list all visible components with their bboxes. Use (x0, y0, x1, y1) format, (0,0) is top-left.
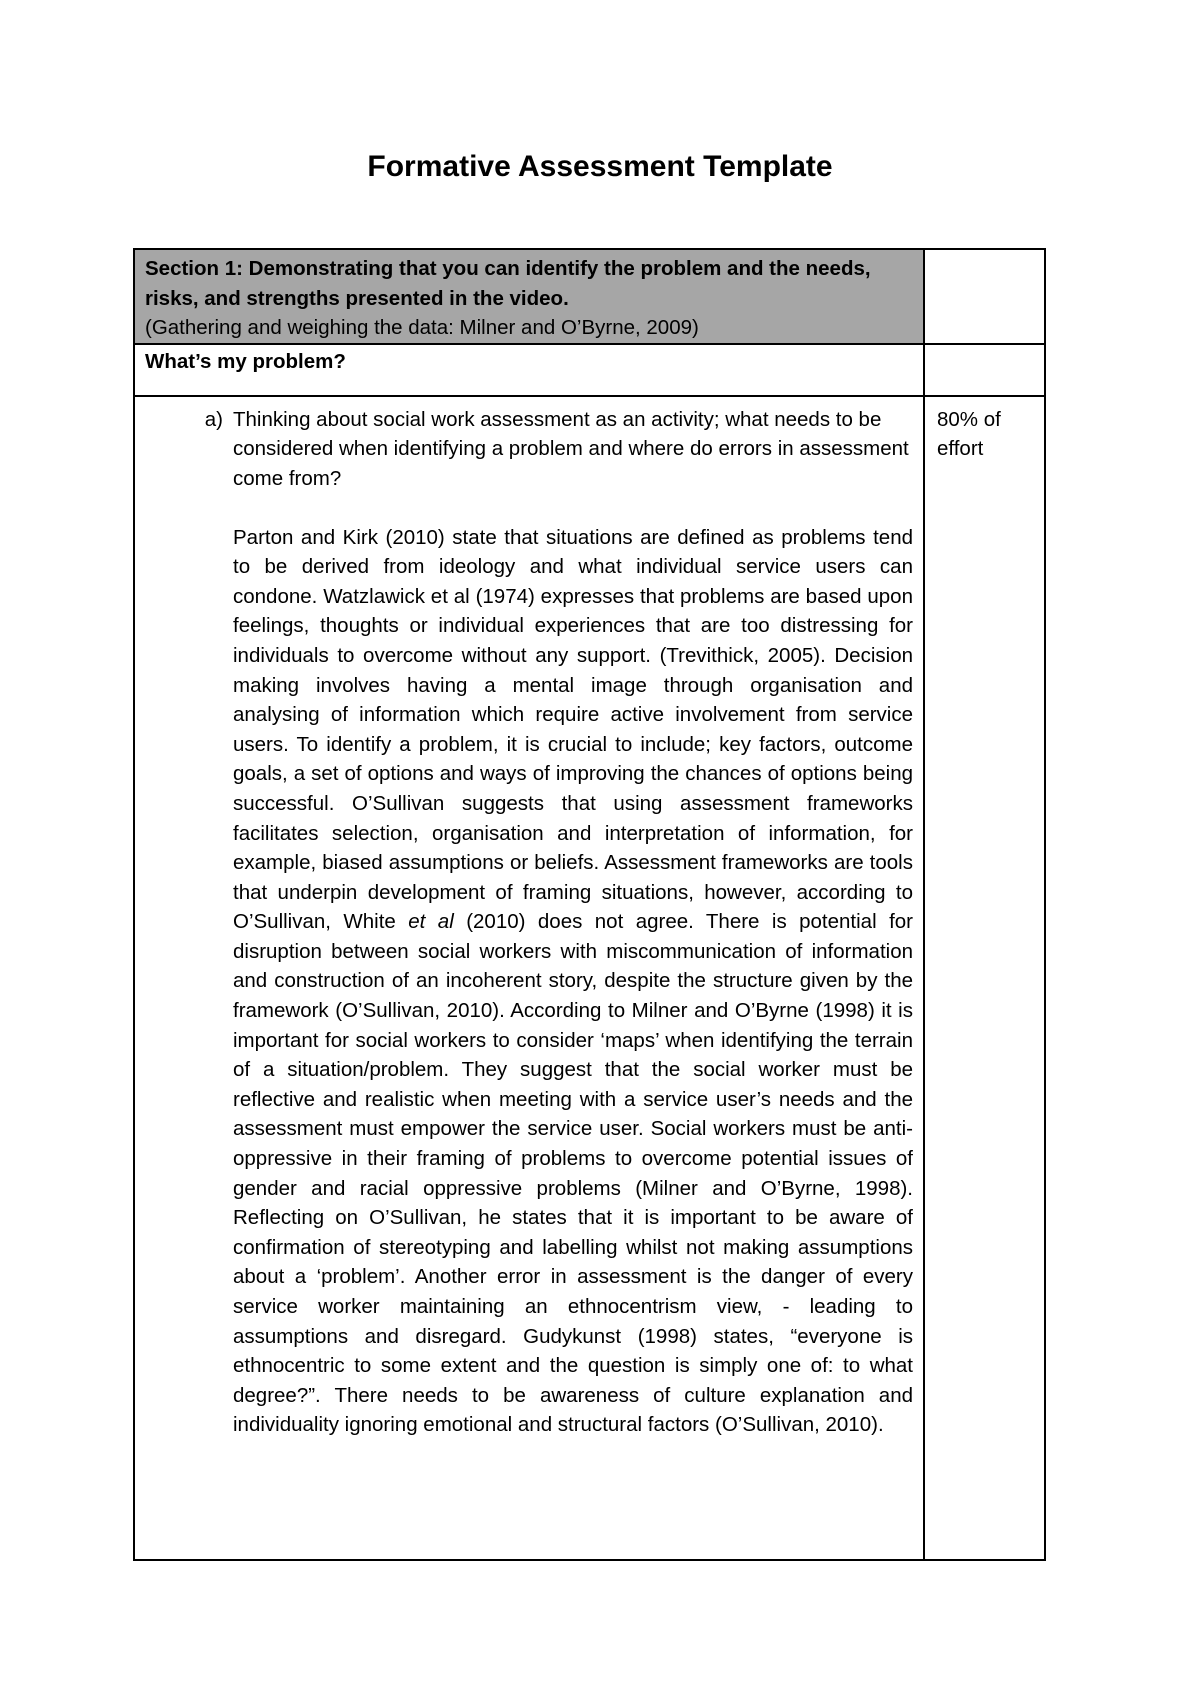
answer-paragraph (233, 523, 913, 1440)
answer-text-part2: (2010) does not agree. There is potential for disruption between social workers with miscommunication of information and construction of an incoherent story, despite the structure given by the framework (O’Sullivan, 2010). According to Milner and O’Byrne (1998) it is important for social workers to consider ‘maps’ when identifying the terrain of a situation/problem. They suggest that the social worker must be reflective and realistic when meeting with a service user’s needs and the assessment must empower the service user. Social workers must be anti-oppressive in their framing of problems to overcome potential issues of gender and racial oppressive problems (Milner and O’Byrne, 1998). Reflecting on O’Sullivan, he states that it is important to be aware of confirmation of stereotyping and labelling whilst not making assumptions about a ‘problem’. Another error in assessment is the danger of every service worker maintaining an ethnocentrism view, - leading to assumptions and disregard. Gudykunst (1998) states, “everyone is ethnocentric to some extent and the question is simply one of: to what degree?”. There needs to be awareness of culture explanation and individuality ignoring emotional and structural factors (O’Sullivan, 2010). (233, 910, 913, 1437)
section-header-side-cell (924, 249, 1045, 344)
effort-cell (924, 396, 1045, 1560)
section-header-row (134, 249, 1045, 344)
item-prompt: Thinking about social work assessment as an activity; what needs to be considered when identifying a problem and where do errors in assessment come from? (233, 407, 909, 490)
page-title: Formative Assessment Template (367, 150, 833, 183)
question-heading: What’s my problem? (134, 344, 924, 396)
list-item (145, 405, 913, 1440)
section-subheading: (Gathering and weighing the data: Milner and O’Byrne, 2009) (145, 316, 699, 340)
effort-text: 80% of effort (937, 407, 1001, 461)
answer-row (134, 396, 1045, 1560)
answer-italic-text: et al (408, 910, 454, 934)
item-content (233, 405, 913, 1440)
item-label: a) (204, 407, 223, 431)
question-row (134, 344, 1045, 396)
question-side-cell (924, 344, 1045, 396)
section-header-cell (134, 249, 924, 344)
assessment-table (133, 248, 1046, 1561)
answer-text-part1: Parton and Kirk (2010) state that situations are defined as problems tend to be derived from ideology and what individual service users can condone. Watzlawick et al (1974) expresses that problems are based upon feelings, thoughts or individual experiences that are too distressing for individuals to overcome without any support. (Trevithick, 2005). Decision making involves having a mental image through organisation and analysing of information which require active involvement from service users. To identify a problem, it is crucial to include; key factors, outcome goals, a set of options and ways of improving the chances of options being successful. O’Sullivan suggests that using assessment frameworks facilitates selection, organisation and interpretation of information, for example, biased assumptions or beliefs. Assessment frameworks are tools that underpin development of framing situations, however, according to O’Sullivan, White (233, 525, 913, 934)
answer-cell (134, 396, 924, 1560)
section-heading: Section 1: Demonstrating that you can identify the problem and the needs, risks, and strengths presented in the video. (145, 257, 871, 310)
